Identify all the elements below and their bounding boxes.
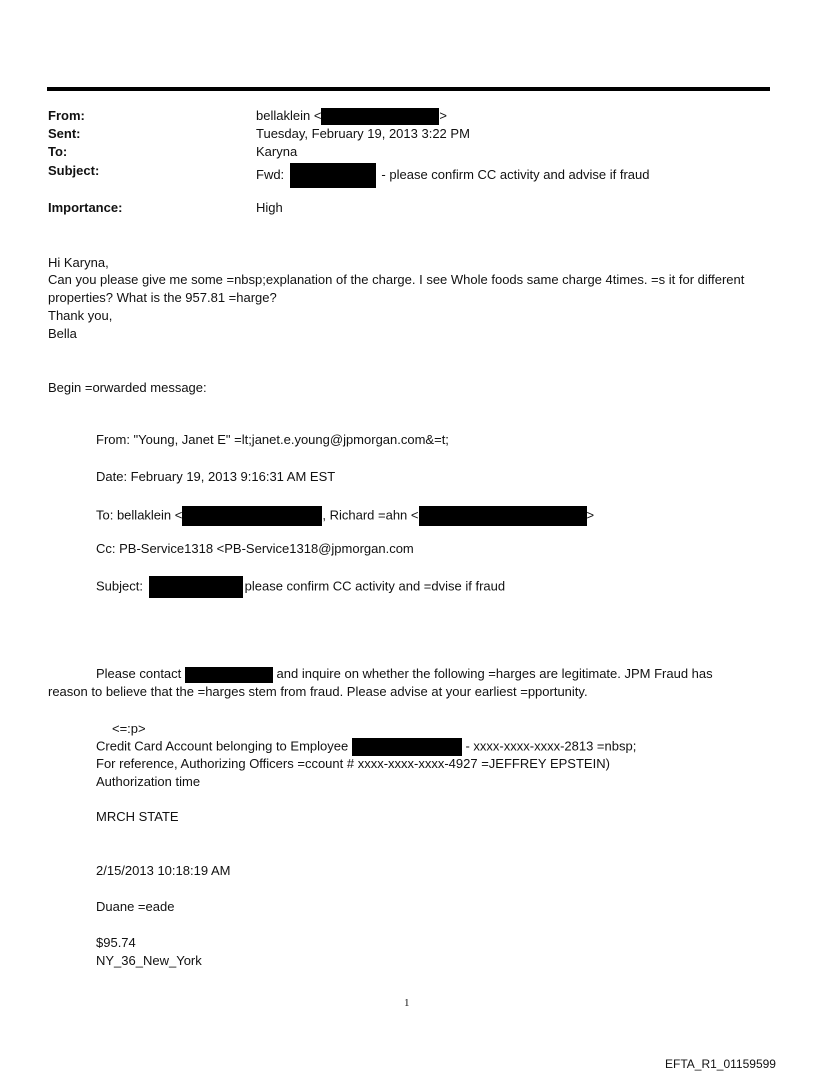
- redaction-box: [419, 506, 587, 526]
- sent-value: Tuesday, February 19, 2013 3:22 PM: [256, 126, 470, 141]
- fwd-date: Date: February 19, 2013 9:16:31 AM EST: [96, 469, 336, 484]
- page-number: 1: [404, 997, 410, 1009]
- from-address: bellaklein <: [256, 108, 322, 123]
- body-line-2: properties? What is the 957.81 =harge?: [48, 290, 277, 305]
- cc-account-line: [96, 738, 636, 756]
- cc-account-number: - xxxx-xxxx-xxxx-2813 =nbsp;: [465, 738, 637, 754]
- signature: Bella: [48, 326, 77, 341]
- from-label: From:: [48, 108, 85, 123]
- txn-amount: $95.74: [96, 935, 136, 950]
- thanks: Thank you,: [48, 308, 113, 323]
- from-value: [256, 108, 447, 125]
- sent-label: Sent:: [48, 126, 81, 141]
- subject-prefix: Fwd:: [256, 166, 285, 182]
- txn-location: NY_36_New_York: [96, 953, 202, 968]
- mrch-state-label: MRCH STATE: [96, 809, 179, 824]
- to-value: Karyna: [256, 144, 298, 159]
- inquire-text: and inquire on whether the following =harges are legitimate. JPM Fraud has: [276, 666, 713, 681]
- reference-line: For reference, Authorizing Officers =ccount # xxxx-xxxx-xxxx-4927 =JEFFREY EPSTEIN): [96, 756, 610, 771]
- redaction-box: [182, 506, 322, 526]
- importance-label: Importance:: [48, 200, 123, 215]
- importance-value: High: [256, 200, 283, 215]
- redaction-box: [185, 667, 273, 683]
- greeting: Hi Karyna,: [48, 255, 109, 270]
- subject-value: [256, 163, 649, 188]
- auth-time-label: Authorization time: [96, 774, 201, 789]
- redaction-box: [352, 738, 462, 756]
- fwd-paragraph-line-1: [96, 666, 713, 683]
- fwd-from: From: "Young, Janet E" =lt;janet.e.young@jpmorgan.com&=t;: [96, 432, 449, 447]
- fwd-subject-prefix: Subject:: [96, 578, 143, 594]
- fwd-subject-suffix: please confirm CC activity and =dvise if fraud: [244, 578, 506, 594]
- document-id: EFTA_R1_01159599: [665, 1057, 776, 1071]
- redaction-box: [321, 108, 439, 125]
- fwd-to-end: >: [586, 507, 595, 523]
- fwd-paragraph-line-2: reason to believe that the =harges stem from fraud. Please advise at your earliest =pportunity.: [48, 684, 588, 699]
- p-tag-text: <=:p>: [112, 721, 146, 736]
- from-address-end: >: [439, 108, 447, 123]
- subject-label: Subject:: [48, 163, 100, 178]
- redaction-box: [149, 576, 243, 598]
- subject-suffix: - please confirm CC activity and advise if fraud: [381, 166, 650, 182]
- fwd-cc: Cc: PB-Service1318 <PB-Service1318@jpmorgan.com: [96, 541, 414, 556]
- forward-intro: Begin =orwarded message:: [48, 380, 207, 395]
- contact-text: Please contact: [96, 666, 182, 681]
- fwd-to-middle: , Richard =ahn <: [322, 507, 419, 523]
- txn-datetime: 2/15/2013 10:18:19 AM: [96, 863, 231, 878]
- to-label: To:: [48, 144, 68, 159]
- cc-account-text: Credit Card Account belonging to Employee: [96, 738, 349, 754]
- fwd-to: [96, 506, 594, 526]
- fwd-subject: [96, 576, 505, 598]
- fwd-to-prefix: To: bellaklein <: [96, 507, 183, 523]
- redaction-box: [290, 163, 376, 188]
- txn-merchant: Duane =eade: [96, 899, 175, 914]
- body-line-1: Can you please give me some =nbsp;explanation of the charge. I see Whole foods same charge 4times. =s it for different: [48, 272, 745, 287]
- header-rule: [47, 87, 770, 91]
